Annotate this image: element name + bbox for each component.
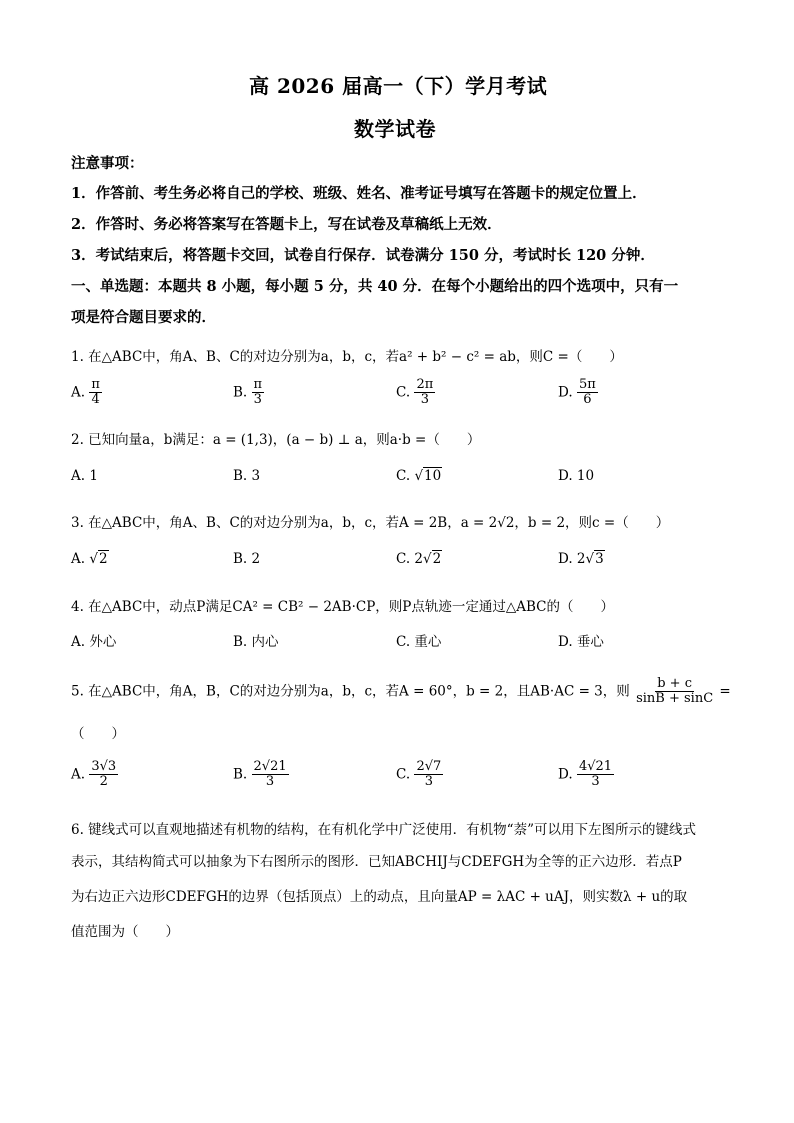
q5-d-fraction: $\frac{4√21}{3}$ xyxy=(578,759,613,790)
q5-fraction: $\frac{b + c}{\sin B + \sin C}$ xyxy=(636,676,714,707)
q2-option-c: C. √10 xyxy=(396,468,442,484)
question-6-line4: 值范围为（ ） xyxy=(71,924,179,940)
notes-heading: 注意事项： xyxy=(71,155,144,172)
section-heading-line2: 项是符合题目要求的． xyxy=(71,309,216,326)
note-item-2: 2．作答时、务必将答案写在答题卡上，写在试卷及草稿纸上无效． xyxy=(71,216,502,233)
question-6-line1: 6. 键线式可以直观地描述有机物的结构，在有机化学中广泛使用．有机物“萘”可以用下左图所示的键线式 xyxy=(71,822,696,838)
q1-option-d: D. $\frac{5\pi}{6}$ xyxy=(558,377,596,408)
note-item-1: 1．作答前、考生务必将自己的学校、班级、姓名、准考证号填写在答题卡的规定位置上． xyxy=(71,185,647,202)
question-5-paren: （ ） xyxy=(71,726,125,742)
question-1-text: 1. 在△ABC中，角A、B、C的对边分别为a，b，c，若a² + b² − c² = ab，则C =（ ） xyxy=(71,349,623,365)
q1-option-c: C. $\frac{2\pi}{3}$ xyxy=(396,377,434,408)
section-heading-line1: 一、单选题：本题共 8 小题，每小题 5 分，共 40 分．在每个小题给出的四个选项中，只有一 xyxy=(71,278,679,295)
q5-option-d: D. $\frac{4√21}{3}$ xyxy=(558,759,613,790)
question-4-text: 4. 在△ABC中，动点P满足CA² = CB² − 2AB·CP，则P点轨迹一定通过△ABC的（ ） xyxy=(71,599,615,615)
q4-option-c: C. 重心 xyxy=(396,634,442,650)
q5-option-c: C. $\frac{2√7}{3}$ xyxy=(396,759,442,790)
exam-title: 高 2026 届高一（下）学月考试 xyxy=(249,74,548,98)
q4-option-a: A. 外心 xyxy=(71,634,117,650)
question-5-text: 5. 在△ABC中，角A，B，C的对边分别为a，b，c，若A = 60°，b = 2，且AB·AC = 3，则 $\frac{b + c}{\sin B + \sin C}$ = xyxy=(71,676,731,707)
q3-option-a: A. √2 xyxy=(71,551,108,567)
q5-b-fraction: $\frac{2√21}{3}$ xyxy=(253,759,287,790)
q5-c-fraction: $\frac{2√7}{3}$ xyxy=(416,759,442,790)
q3-option-b: B. 2 xyxy=(233,551,261,567)
q5-option-b: B. $\frac{2√21}{3}$ xyxy=(233,759,287,790)
q3-option-c: C. 2√2 xyxy=(396,551,442,567)
q1-option-a: A. $\frac{\pi}{4}$ xyxy=(71,377,100,408)
q1-b-fraction: $\frac{\pi}{3}$ xyxy=(253,377,263,408)
q1-a-fraction: $\frac{\pi}{4}$ xyxy=(91,377,100,408)
q4-option-d: D. 垂心 xyxy=(558,634,604,650)
q2-option-b: B. 3 xyxy=(233,468,261,484)
note-item-3: 3．考试结束后，将答题卡交回，试卷自行保存．试卷满分 150 分，考试时长 120 分钟． xyxy=(71,247,655,264)
question-2-text: 2. 已知向量a，b满足：a = (1,3)，(a − b) ⊥ a，则a·b =（ ） xyxy=(71,432,481,448)
q2-option-a: A. 1 xyxy=(71,468,98,484)
q1-option-b: B. $\frac{\pi}{3}$ xyxy=(233,377,263,408)
q1-d-fraction: $\frac{5\pi}{6}$ xyxy=(578,377,596,408)
question-6-line3: 为右边正六边形CDEFGH的边界（包括顶点）上的动点，且向量AP = λAC + uAJ，则实数λ + u的取 xyxy=(71,889,688,905)
question-6-line2: 表示，其结构简式可以抽象为下右图所示的图形．已知ABCHIJ与CDEFGH为全等的正六边形．若点P xyxy=(71,854,682,870)
q5-option-a: A. $\frac{3√3}{2}$ xyxy=(71,759,117,790)
q4-option-b: B. 内心 xyxy=(233,634,279,650)
q3-option-d: D. 2√3 xyxy=(558,551,604,567)
q5-a-fraction: $\frac{3√3}{2}$ xyxy=(91,759,117,790)
exam-subtitle: 数学试卷 xyxy=(354,117,436,141)
q1-c-fraction: $\frac{2\pi}{3}$ xyxy=(416,377,434,408)
q2-option-d: D. 10 xyxy=(558,468,595,484)
question-3-text: 3. 在△ABC中，角A、B、C的对边分别为a，b，c，若A = 2B，a = 2√2，b = 2，则c =（ ） xyxy=(71,515,670,531)
